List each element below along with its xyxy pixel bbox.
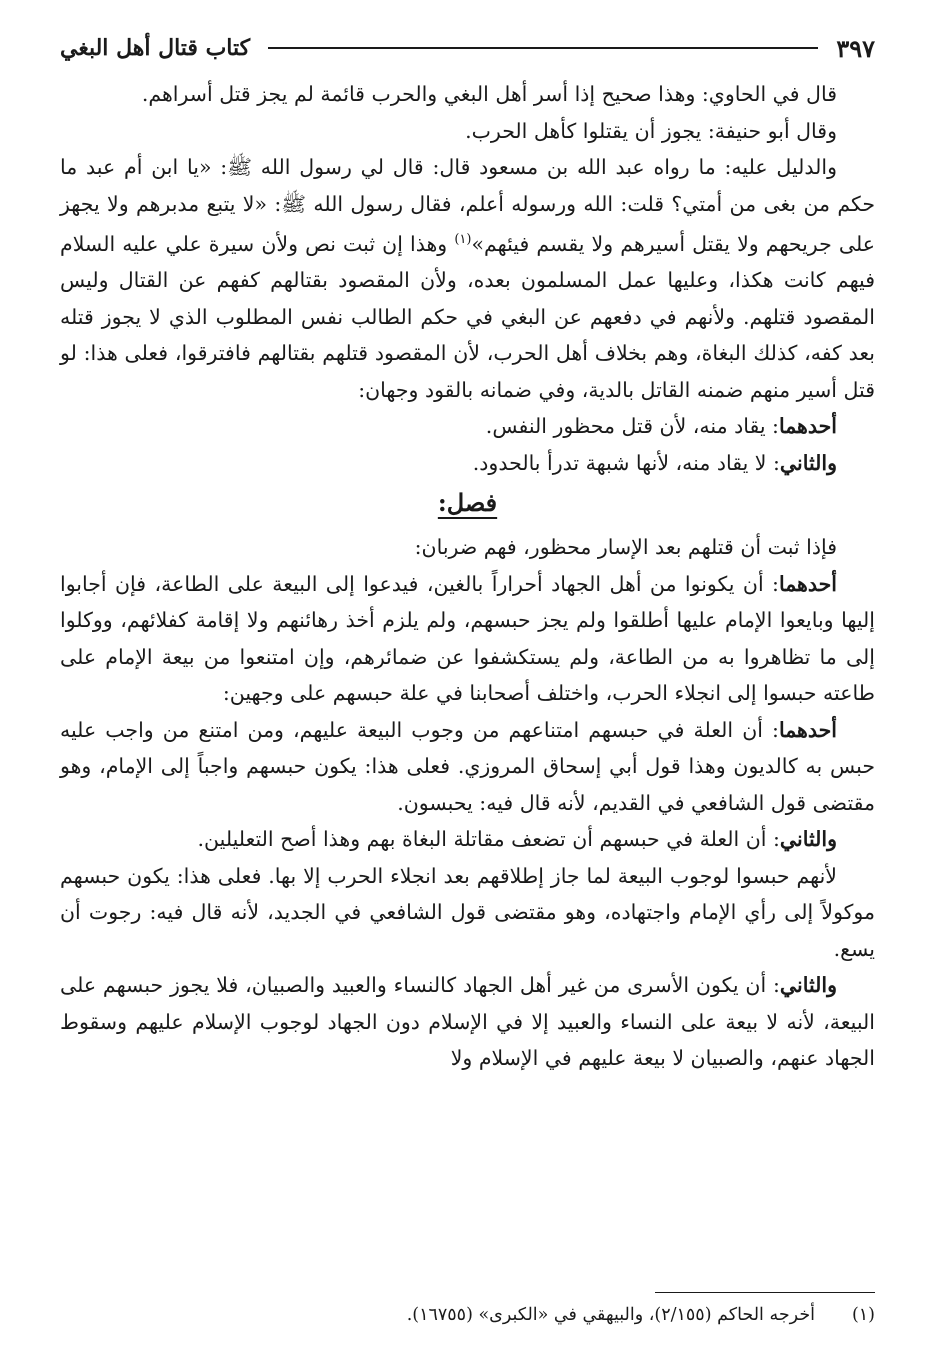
paragraph-text: : لا يقاد منه، لأنها شبهة تدرأ بالحدود. xyxy=(472,450,780,475)
paragraph: لأنهم حبسوا لوجوب البيعة لما جاز إطلاقهم بعد انجلاء الحرب إلا بها. فعلى هذا: يكون حبسهم موكولاً إلى رأي الإمام واجتهاده، وهو مقتضى قول الشافعي في الجديد، لأنه قال فيه: رجوت أن يسع. xyxy=(60,863,875,961)
paragraph xyxy=(60,712,875,822)
paragraph-text: : أن يكون الأسرى من غير أهل الجهاد كالنساء والعبيد والصبيان، فلا يجوز حبسهم على البيعة، لأنه لا بيعة على النساء والعبيد إلا في الإسلام دون الجهاد لوجوب الإسلام عليهم وسقوط الجهاد عنهم، والصبيان لا بيعة عليهم في الإسلام ولا xyxy=(60,973,875,1071)
page-number: ٣٩٧ xyxy=(836,33,875,63)
paragraph: قال في الحاوي: وهذا صحيح إذا أسر أهل البغي والحرب قائمة لم يجز قتل أسراهم. xyxy=(141,82,837,106)
paragraph-label: أحدهما xyxy=(778,414,837,439)
paragraph-text: : أن يكونوا من أهل الجهاد أحراراً بالغين، فيدعوا إلى البيعة على الطاعة، فإن أجابوا إليها وبايعوا الإمام عليها أطلقوا ولم يجز حبسهم، ولم يلزم أخذ رهائنهم ولا إقامة كفلائهم، ووكلوا إلى ما تظاهروا به من الطاعة، ولم يستكشفوا عن ضمائرهم، وإن امتنعوا من بيعة الإمام على طاعته حبسوا إلى انجلاء الحرب، واختلف أصحابنا في علة حبسهم على وجهين: xyxy=(60,571,875,706)
paragraph: وقال أبو حنيفة: يجوز أن يقتلوا كأهل الحرب. xyxy=(465,118,837,143)
paragraph-text: والدليل عليه: ما رواه عبد الله بن مسعود قال: قال لي رسول الله ﷺ: «يا ابن أم عبد ما حكم من بغى من أمتي؟ قلت: الله ورسوله أعلم، فقال رسول الله ﷺ: «لا يتبع مدبرهم ولا يجهز على جريحهم ولا يقتل أسيرهم ولا يقسم فيئهم» xyxy=(60,155,876,256)
running-header xyxy=(60,28,875,68)
main-text xyxy=(60,76,875,1077)
paragraph xyxy=(60,821,875,858)
book-page xyxy=(60,20,875,1350)
paragraph-text: وهذا إن ثبت نص ولأن سيرة علي عليه السلام فيهم كانت هكذا، وعليها عمل المسلمون بعده، ولأن المقصود بقتالهم كفهم عن القتال وليس المقصود قتلهم. ولأنهم في دفعهم عن البغي في حكم الطالب نفس المطلوب الذي لا يجوز قتله بعد كفه، كذلك البغاة، وهم بخلاف أهل الحرب، لأن المقصود قتلهم بقتالهم فافترقوا، فعلى هذا: لو قتل أسير منهم ضمنه القاتل بالدية، وفي ضمانه بالقود وجهان: xyxy=(60,231,875,402)
paragraph-text: : يقاد منه، لأن قتل محظور النفس. xyxy=(485,414,779,439)
paragraph-label: أحدهما xyxy=(778,571,837,596)
paragraph-label: أحدهما xyxy=(778,717,837,742)
paragraph xyxy=(60,445,875,482)
header-rule xyxy=(268,47,818,49)
paragraph xyxy=(60,149,875,408)
paragraph: فإذا ثبت أن قتلهم بعد الإسار محظور، فهم ضربان: xyxy=(414,535,837,560)
paragraph xyxy=(60,566,875,712)
paragraph xyxy=(60,967,875,1077)
paragraph-label: والثاني xyxy=(779,973,837,998)
paragraph-label: والثاني xyxy=(779,827,837,852)
footnote-divider xyxy=(655,1292,875,1293)
paragraph-text: : أن العلة في حبسهم أن تضعف مقاتلة البغاة بهم وهذا أصح التعليلين. xyxy=(197,827,780,852)
chapter-title: كتاب قتال أهل البغي xyxy=(60,35,251,61)
section-heading: فصل: xyxy=(437,488,498,518)
footnote-text: أخرجه الحاكم (٢/١٥٥)، والبيهقي في «الكبرى» (١٦٧٥٥). xyxy=(406,1305,815,1325)
paragraph xyxy=(60,408,875,445)
paragraph-text: : أن العلة في حبسهم امتناعهم من وجوب البيعة عليهم، ومن امتنع من واجب عليه حبس به كالديون وهذا قول أبي إسحاق المروزي. فعلى هذا: يكون حبسهم واجباً إلى الإمام، وهو مقتضى قول الشافعي في القديم، لأنه قال فيه: يحبسون. xyxy=(60,717,875,815)
footnote xyxy=(60,1300,875,1330)
footnote-reference: (١) xyxy=(454,232,472,247)
footnote-number: (١) xyxy=(851,1305,875,1325)
paragraph-label: والثاني xyxy=(779,450,837,475)
